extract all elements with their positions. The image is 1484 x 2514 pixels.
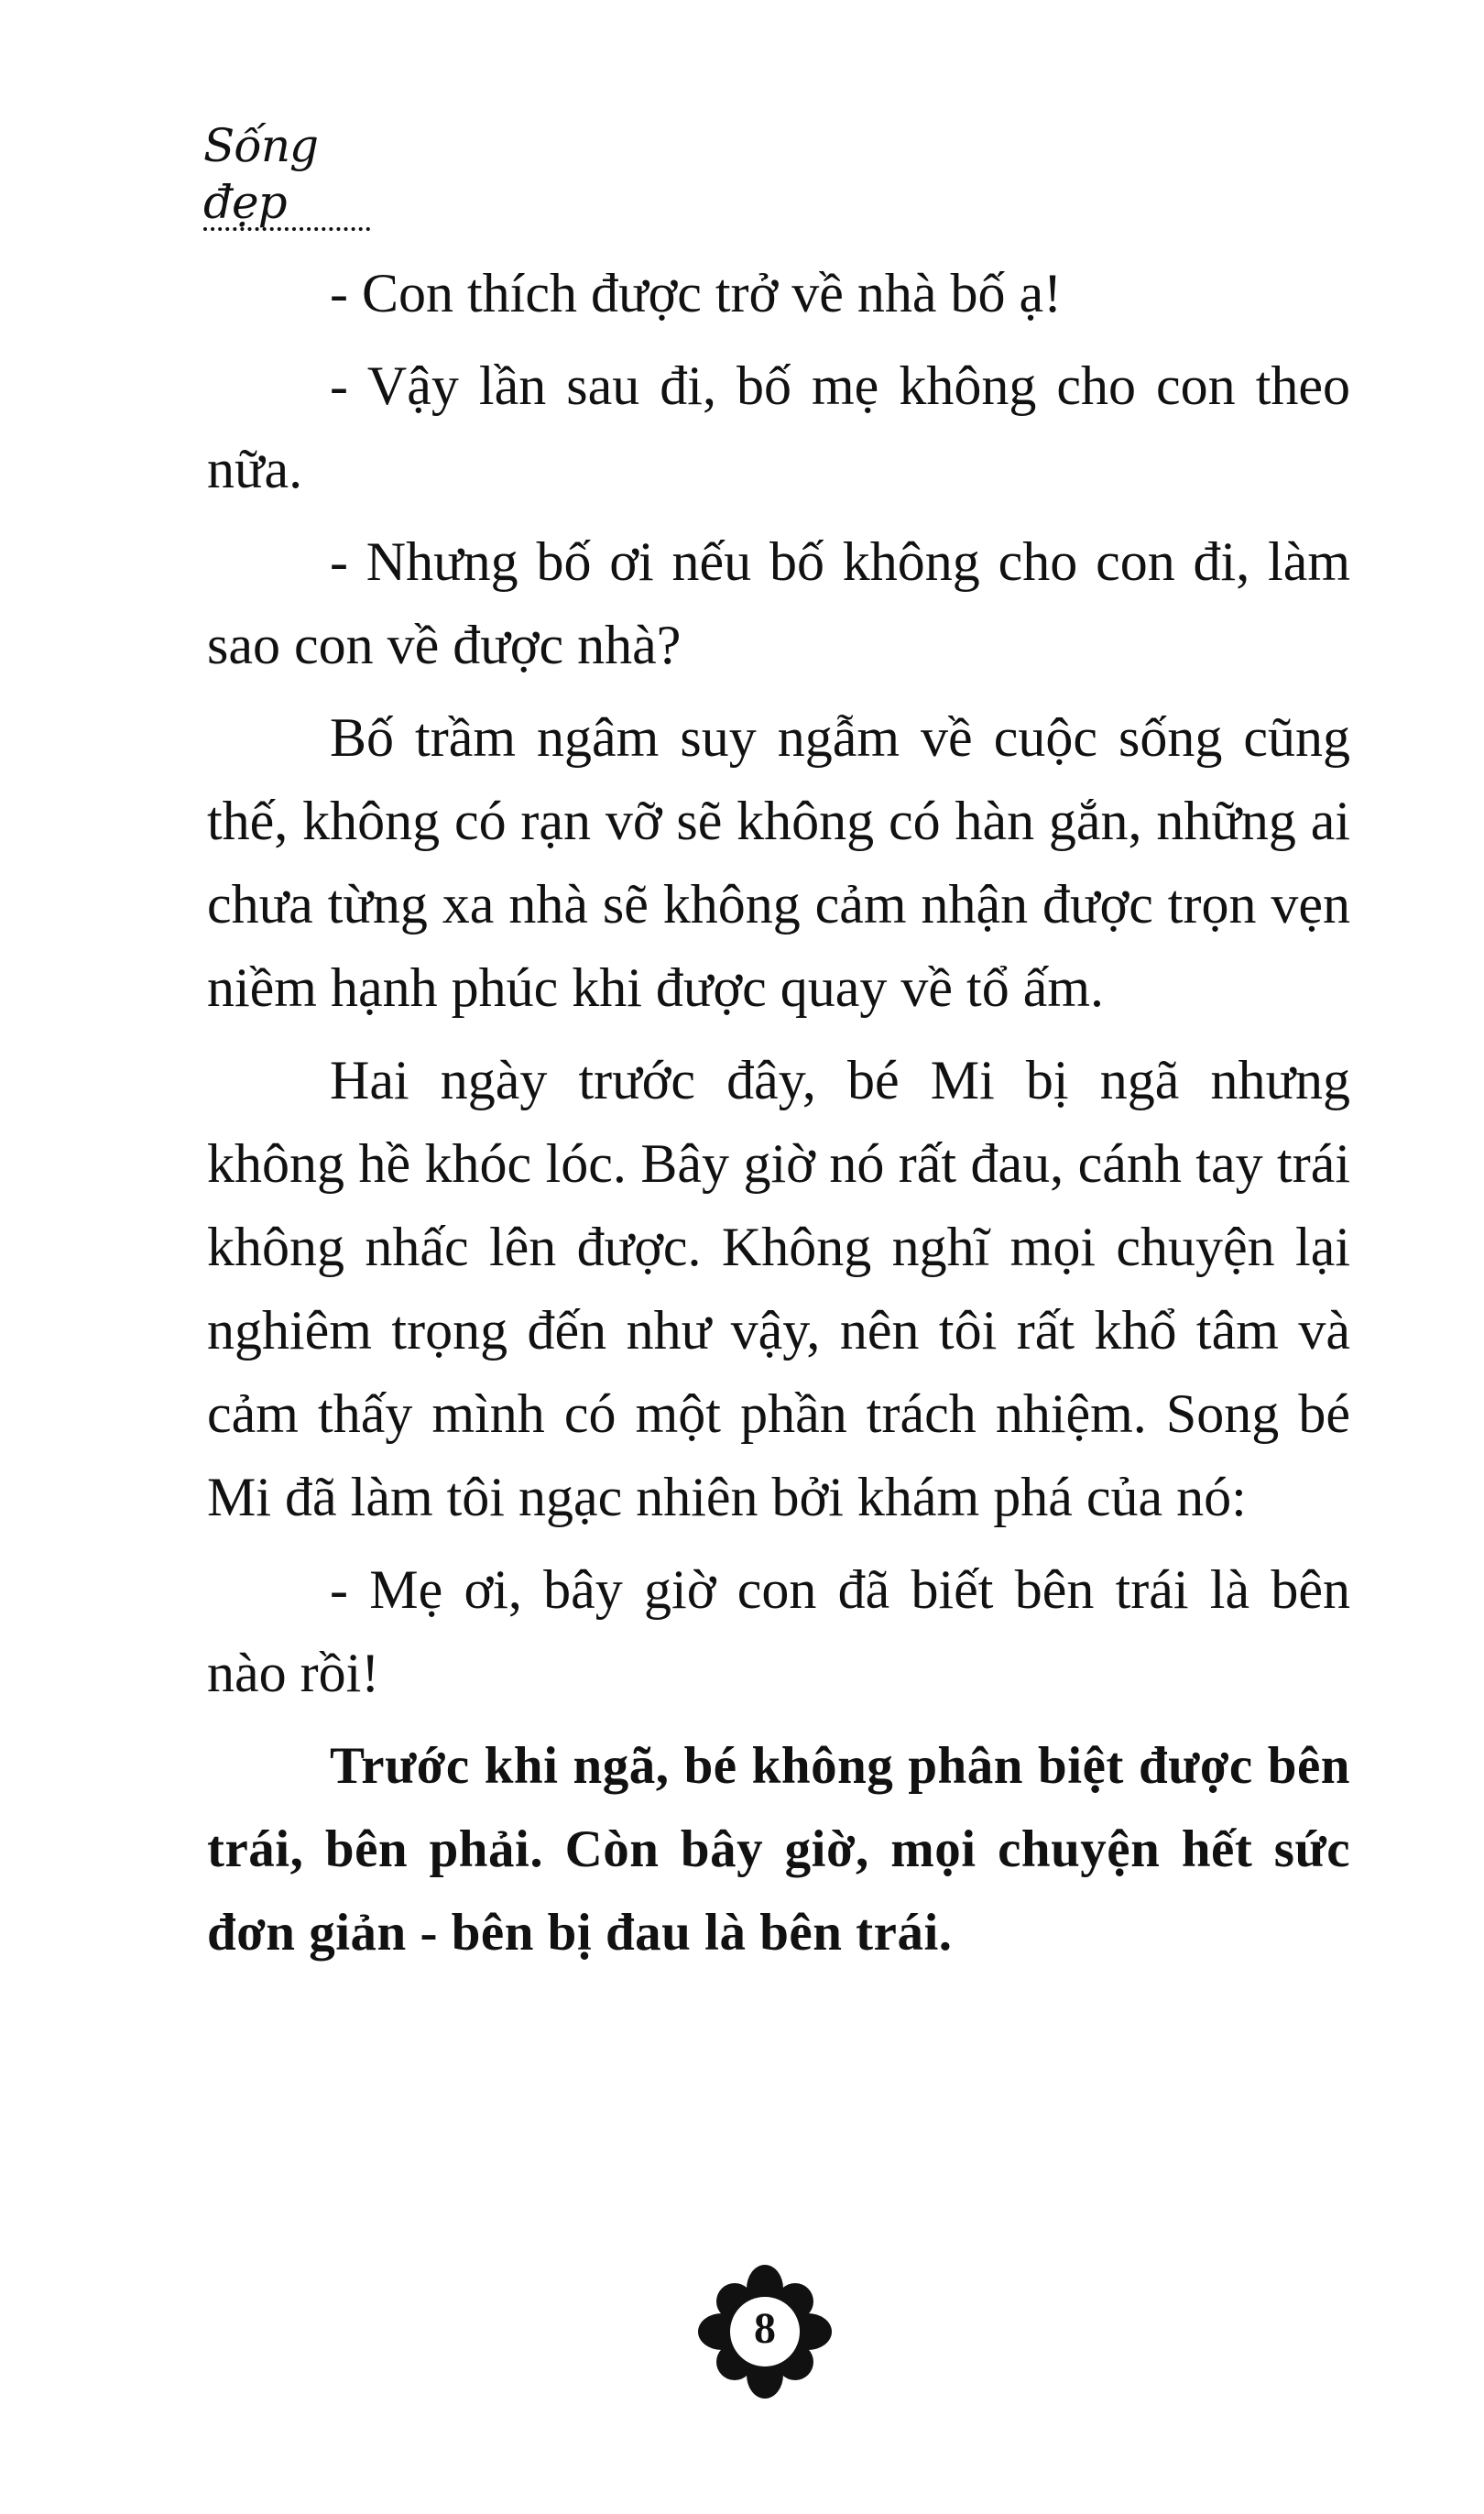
paragraph-6: - Mẹ ơi, bây giờ con đã biết bên trái là bên nào rồi! xyxy=(207,1559,1350,1703)
paragraph-3: - Nhưng bố ơi nếu bố không cho con đi, làm sao con về được nhà? xyxy=(207,531,1350,675)
body-text xyxy=(207,252,1350,1987)
paragraph-5: Hai ngày trước đây, bé Mi bị ngã nhưng không hề khóc lóc. Bây giờ nó rất đau, cánh tay trái không nhấc lên được. Không nghĩ mọi chuyện lại nghiêm trọng đến như vậy, nên tôi rất khổ tâm và cảm thấy mình có một phần trách nhiệm. Song bé Mi đã làm tôi ngạc nhiên bởi khám phá của nó: xyxy=(207,1050,1350,1527)
header-title: Sống đẹp xyxy=(203,119,319,229)
paragraph-4: Bố trầm ngâm suy ngẫm về cuộc sống cũng thế, không có rạn vỡ sẽ không có hàn gắn, những ai chưa từng xa nhà sẽ không cảm nhận được trọn vẹn niềm hạnh phúc khi được quay về tổ ấm. xyxy=(207,707,1350,1018)
paragraph-2: - Vậy lần sau đi, bố mẹ không cho con theo nữa. xyxy=(207,355,1350,499)
paragraph-1: - Con thích được trở về nhà bố ạ! xyxy=(330,263,1063,323)
running-header xyxy=(203,117,387,231)
page-number: 8 xyxy=(754,2304,776,2353)
paragraph-7: Trước khi ngã, bé không phân biệt được bên trái, bên phải. Còn bây giờ, mọi chuyện hết sức đơn giản - bên bị đau là bên trái. xyxy=(207,1737,1350,1962)
page-number-ornament xyxy=(696,2263,834,2400)
